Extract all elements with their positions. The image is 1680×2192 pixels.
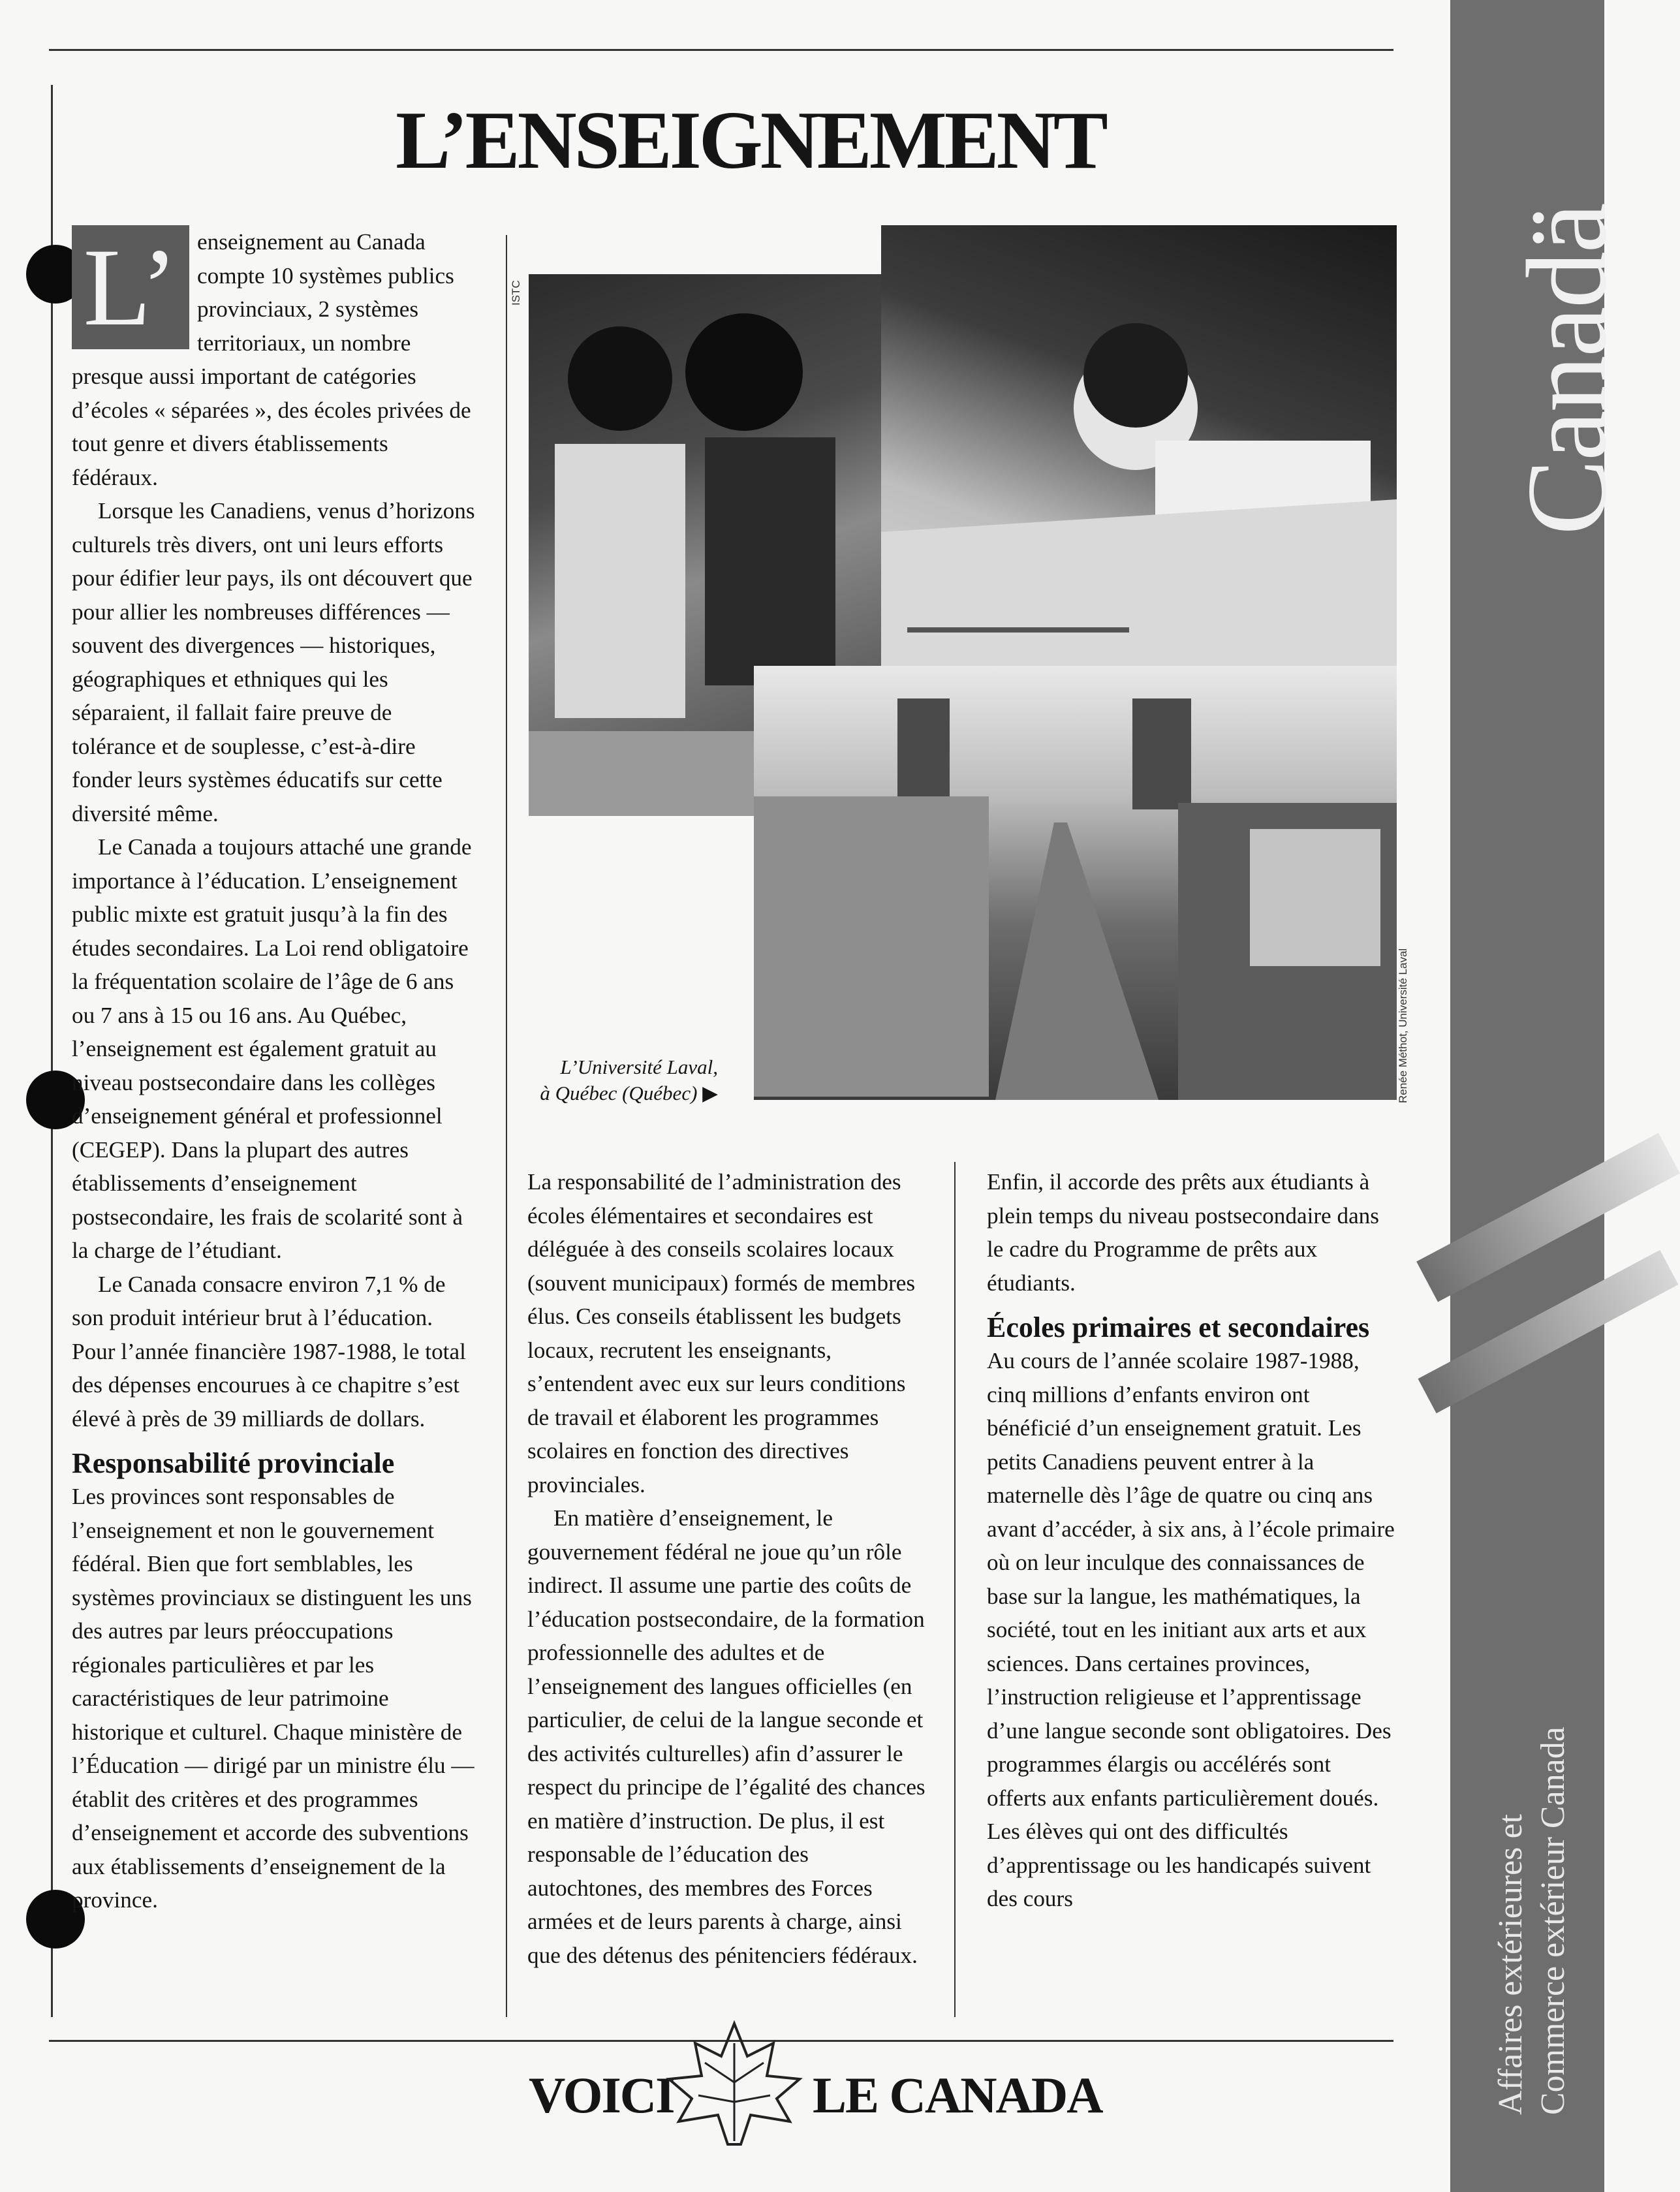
intro-paragraph: enseignement au Canada compte 10 systèmes publics provinciaux, 2 systèmes territoriaux, un nombre presque aussi important de catégories d’écoles « séparées », des écoles privées de tout genre et divers établissements fédéraux. [72,229,471,490]
universite-laval-image [754,666,1397,1100]
footer-voici: VOICI [529,2067,674,2123]
heading-primary-secondary: Écoles primaires et secondaires [987,1311,1370,1343]
maple-leaf-icon [659,2017,809,2148]
left-margin-rule [51,85,53,2017]
department-name-line-1: Affaires extérieures et [1492,1813,1529,2115]
footer-le-canada: LE CANADA [813,2067,1102,2123]
photo-credit-istc: ISTC [510,280,522,305]
canada-wordmark: Canadä [1503,204,1630,535]
article-column-3 [987,1165,1395,1916]
photo-caption [522,1054,718,1106]
heading-provincial-responsibility: Responsabilité provinciale [72,1447,395,1479]
caption-line-1: L’Université Laval, [560,1056,718,1078]
paragraph-school-boards: La responsabilité de l’administration des écoles élémentaires et secondaires est déléguée à des conseils scolaires locaux (souvent municipaux) formés de membres élus. Ces conseils établissent les budgets locaux, recrutent les enseignants, s’entendent avec eux sur leurs conditions de travail et élaborent les programmes scolaires en fonction des directives provinciales. [527,1169,916,1497]
paragraph-heritage: Lorsque les Canadiens, venus d’horizons culturels très divers, ont uni leurs efforts pour édifier leur pays, ils ont découvert que pour allier les nombreuses différences — souvent des divergences — historiques, géographiques et ethniques qui les séparaient, il fallait faire preuve de tolérance et de souplesse, c’est-à-dire fonder leurs systèmes éducatifs sur cette diversité même. [72,498,475,826]
paragraph-federal-role: En matière d’enseignement, le gouvernement fédéral ne joue qu’un rôle indirect. Il assume une partie des coûts de l’éducation postsecondaire, de la formation professionnelle des adultes et de l’enseignement des langues officielles (en particulier, de celui de la langue seconde et des activités culturelles) afin d’assurer le respect du principe de l’égalité des chances en matière d’instruction. De plus, il est responsable de l’éducation des autochtones, des membres des Forces armées et de leurs parents à charge, ainsi que des détenus des pénitenciers fédéraux. [527,1505,926,1968]
page-title: L’ENSEIGNEMENT [396,95,1106,186]
student-drawing-image [881,225,1397,666]
article-column-1 [72,225,476,1917]
column-rule-2 [954,1162,956,2017]
photo-universite-laval [754,666,1397,1100]
caption-arrow-icon: ▶ [702,1082,718,1104]
drop-cap: L’ [72,225,189,349]
photo-credit-laval: Renée Méthot, Université Laval [1397,948,1409,1103]
department-name-line-2: Commerce extérieur Canada [1534,1727,1572,2115]
article-column-2 [527,1165,926,1972]
column-rule-1 [506,235,507,2017]
paragraph-gdp: Le Canada consacre environ 7,1 % de son produit intérieur brut à l’éducation. Pour l’année financière 1987-1988, le total des dépenses encourues à ce chapitre s’est élevé à près de 39 milliards de dollars. [72,1271,466,1432]
paragraph-student-loans: Enfin, il accorde des prêts aux étudiants à plein temps du niveau postsecondaire dans le cadre du Programme de prêts aux étudiants. [987,1169,1379,1296]
paragraph-school-year: Au cours de l’année scolaire 1987-1988, cinq millions d’enfants environ ont bénéficié d’un enseignement gratuit. Les petits Canadiens peuvent entrer à la maternelle dès l’âge de quatre ou cinq ans avant d’accéder, à six ans, à l’école primaire où on leur inculque des connaissances de base sur la langue, les mathématiques, la société, tout en les initiant aux arts et aux sciences. Dans certaines provinces, l’instruction religieuse et l’apprentissage d’une langue seconde sont obligatoires. Des programmes élargis ou accélérés sont offerts aux enfants particulièrement doués. Les élèves qui ont des difficultés d’apprentissage ou les handicapés suivent des cours [987,1348,1395,1911]
top-rule [49,49,1393,51]
photo-student-drawing [881,225,1397,666]
caption-line-2: à Québec (Québec) ▶ [540,1082,718,1104]
paragraph-free-education: Le Canada a toujours attaché une grande importance à l’éducation. L’enseignement public mixte est gratuit jusqu’à la fin des études secondaires. La Loi rend obligatoire la fréquentation scolaire de l’âge de 6 ans ou 7 ans à 15 ou 16 ans. Au Québec, l’enseignement est également gratuit au niveau postsecondaire dans les collèges d’enseignement général et professionnel (CEGEP). Dans la plupart des autres établissements d’enseignement postsecondaire, les frais de scolarité sont à la charge de l’étudiant. [72,834,472,1263]
paragraph-provinces: Les provinces sont responsables de l’enseignement et non le gouvernement fédéral. Bien que fort semblables, les systèmes provinciaux se distinguent les uns des autres par leurs préoccupations régionales particulières et par les caractéristiques de leur patrimoine historique et culturel. Chaque ministère de l’Éducation — dirigé par un ministre élu — établit des critères et des programmes d’enseignement et accorde des subventions aux établissements d’enseignement de la province. [72,1484,474,1913]
